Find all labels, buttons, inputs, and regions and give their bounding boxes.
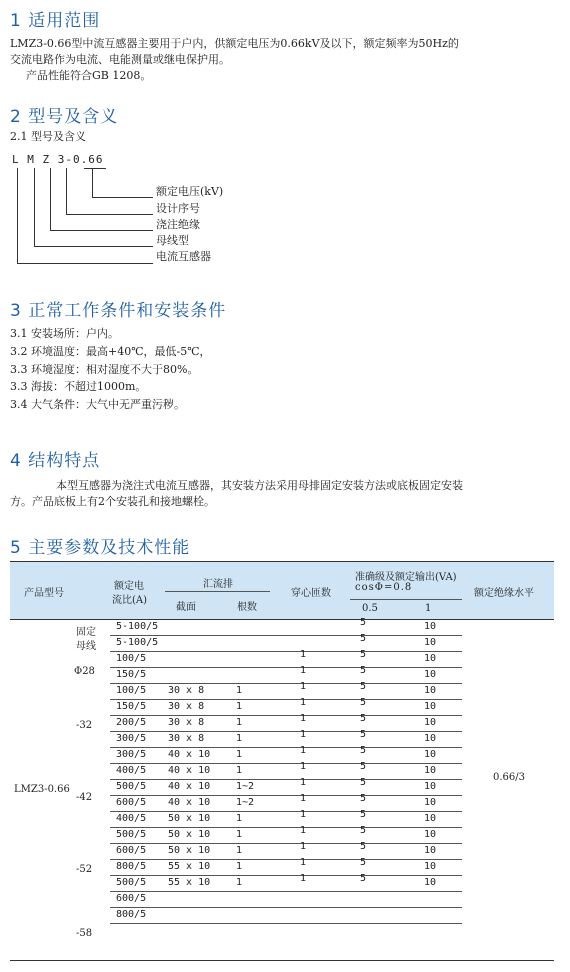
table-cell-a: 5 [360, 665, 367, 676]
table-cell-a: 5 [360, 633, 367, 644]
table-cell-ratio: 400/5 [116, 765, 147, 776]
group-label: 母线 [76, 641, 96, 652]
table-row-line [110, 651, 462, 652]
label-design-serial: 设计序号 [156, 202, 200, 215]
table-cell-cnt: 1~2 [236, 797, 255, 808]
table-row-line [110, 715, 462, 716]
header-busbar: 汇流排 [203, 579, 233, 590]
table-row-line [110, 731, 462, 732]
table-cell-b: 10 [424, 861, 437, 872]
table-cell-ratio: 5-100/5 [116, 621, 159, 632]
table-cell-sec: 30 x 8 [168, 701, 205, 712]
table-cell-a: 5 [360, 857, 367, 868]
table-cell-ratio: 800/5 [116, 909, 147, 920]
table-cell-cnt: 1 [236, 829, 243, 840]
table-cell-b: 10 [424, 797, 437, 808]
table-cell-b: 10 [424, 653, 437, 664]
condition-item: 3.3 环境湿度：相对湿度不大于80%。 [10, 363, 199, 376]
header-ratio-line2: 流比(A) [112, 595, 148, 606]
table-cell-a: 5 [360, 825, 367, 836]
table-cell-ratio: 300/5 [116, 749, 147, 760]
table-cell-b: 10 [424, 765, 437, 776]
group-label: -42 [76, 792, 93, 803]
table-cell-ratio: 150/5 [116, 701, 147, 712]
table-row-line [110, 811, 462, 812]
table-row-line [110, 923, 462, 924]
table-cell-b: 10 [424, 877, 437, 888]
table-cell-a: 5 [360, 841, 367, 852]
table-cell-cnt: 1 [236, 845, 243, 856]
label-cast-insulation: 浇注绝缘 [156, 218, 200, 231]
table-cell-ratio: 600/5 [116, 845, 147, 856]
table-cell-ratio: 500/5 [116, 877, 147, 888]
table-cell-turns: 1 [300, 873, 307, 884]
table-cell-a: 5 [360, 745, 367, 756]
table-cell-ratio: 800/5 [116, 861, 147, 872]
table-cell-b: 10 [424, 669, 437, 680]
table-cell-a: 5 [360, 649, 367, 660]
insulation-cell: 0.66/3 [493, 772, 525, 783]
table-cell-b: 10 [424, 717, 437, 728]
table-cell-turns: 1 [300, 681, 307, 692]
table-cell-turns: 1 [300, 745, 307, 756]
table-cell-ratio: 600/5 [116, 893, 147, 904]
section-2-title: 2 型号及含义 [10, 107, 119, 127]
table-cell-b: 10 [424, 701, 437, 712]
table-cell-sec: 50 x 10 [168, 829, 211, 840]
table-cell-a: 5 [360, 713, 367, 724]
table-cell-cnt: 1 [236, 733, 243, 744]
table-cell-a: 5 [360, 617, 367, 628]
table-row-line [110, 699, 462, 700]
label-current-transformer: 电流互感器 [156, 250, 211, 263]
table-cell-a: 5 [360, 681, 367, 692]
section-4-title: 4 结构特点 [10, 451, 101, 471]
section-2-subtitle: 2.1 型号及含义 [10, 130, 86, 143]
table-cell-cnt: 1 [236, 717, 243, 728]
model-cell: LMZ3-0.66 [14, 784, 70, 795]
table-cell-ratio: 150/5 [116, 669, 147, 680]
table-row-line [110, 907, 462, 908]
table-cell-cnt: 1 [236, 861, 243, 872]
table-cell-b: 10 [424, 621, 437, 632]
table-cell-b: 10 [424, 813, 437, 824]
group-label: -58 [76, 928, 93, 939]
table-cell-turns: 1 [300, 825, 307, 836]
table-cell-sec: 40 x 10 [168, 797, 211, 808]
table-cell-cnt: 1 [236, 813, 243, 824]
section-1-para-line1: LMZ3-0.66型中流互感器主要用于户内，供额定电压为0.66kV及以下，额定频率为50Hz的 [10, 37, 459, 50]
table-cell-b: 10 [424, 845, 437, 856]
table-cell-b: 10 [424, 829, 437, 840]
table-cell-b: 10 [424, 781, 437, 792]
table-row-line [110, 667, 462, 668]
table-cell-sec: 55 x 10 [168, 877, 211, 888]
table-cell-b: 10 [424, 749, 437, 760]
table-cell-ratio: 300/5 [116, 733, 147, 744]
condition-item: 3.1 安装场所：户内。 [10, 327, 119, 340]
condition-item: 3.2 环境温度：最高+40℃，最低-5℃， [10, 345, 211, 358]
table-cell-turns: 1 [300, 649, 307, 660]
table-cell-turns: 1 [300, 713, 307, 724]
table-row-line [110, 827, 462, 828]
group-label: -32 [76, 720, 93, 731]
table-cell-sec: 30 x 8 [168, 685, 205, 696]
group-label: Φ28 [74, 666, 95, 677]
table-row-line [110, 891, 462, 892]
table-cell-turns: 1 [300, 857, 307, 868]
table-cell-ratio: 500/5 [116, 829, 147, 840]
table-cell-sec: 30 x 8 [168, 717, 205, 728]
table-cell-sec: 40 x 10 [168, 765, 211, 776]
table-cell-ratio: 500/5 [116, 781, 147, 792]
table-cell-turns: 1 [300, 809, 307, 820]
table-cell-b: 10 [424, 685, 437, 696]
table-cell-sec: 55 x 10 [168, 861, 211, 872]
table-cell-cnt: 1 [236, 685, 243, 696]
table-cell-ratio: 5-100/5 [116, 637, 159, 648]
table-header-bg [10, 561, 554, 619]
table-cell-a: 5 [360, 697, 367, 708]
section-4-para-line1: 本型互感器为浇注式电流互感器，其安装方法采用母排固定安装方法或底板固定安装 [56, 479, 463, 492]
table-cell-a: 5 [360, 729, 367, 740]
condition-item: 3.4 大气条件：大气中无严重污秽。 [10, 398, 185, 411]
table-cell-cnt: 1 [236, 877, 243, 888]
table-cell-sec: 30 x 8 [168, 733, 205, 744]
section-1-title: 1 适用范围 [10, 11, 101, 31]
table-cell-a: 5 [360, 777, 367, 788]
table-cell-turns: 1 [300, 729, 307, 740]
table-row-line [110, 683, 462, 684]
table-cell-ratio: 100/5 [116, 653, 147, 664]
section-3-title: 3 正常工作条件和安装条件 [10, 301, 227, 321]
table-cell-a: 5 [360, 761, 367, 772]
table-cell-turns: 1 [300, 777, 307, 788]
table-cell-turns: 1 [300, 697, 307, 708]
table-row-line [110, 795, 462, 796]
condition-item: 3.3 海拔：不超过1000m。 [10, 380, 147, 393]
table-cell-b: 10 [424, 637, 437, 648]
table-cell-ratio: 400/5 [116, 813, 147, 824]
table-cell-a: 5 [360, 873, 367, 884]
header-ratio-line1: 额定电 [114, 581, 144, 592]
model-code: L M Z 3-0.66 [12, 153, 104, 166]
header-model: 产品型号 [24, 588, 64, 599]
header-section: 截面 [176, 602, 196, 613]
table-cell-sec: 50 x 10 [168, 845, 211, 856]
header-cosphi: cosΦ=0.8 [355, 582, 413, 593]
section-1-para-line3: 产品性能符合GB 1208。 [26, 69, 152, 82]
header-accuracy: 准确级及额定输出(VA) [355, 572, 457, 583]
table-row-line [110, 779, 462, 780]
section-5-title: 5 主要参数及技术性能 [10, 538, 191, 558]
header-insulation: 额定绝缘水平 [474, 588, 534, 599]
section-4-para-line2: 方。产品底板上有2个安装孔和接地螺栓。 [10, 495, 215, 508]
group-label: 固定 [76, 627, 96, 638]
table-row-line [110, 859, 462, 860]
table-cell-a: 5 [360, 809, 367, 820]
table-cell-turns: 1 [300, 793, 307, 804]
table-cell-sec: 40 x 10 [168, 749, 211, 760]
header-class-1: 1 [425, 603, 432, 614]
table-row-line [110, 747, 462, 748]
table-cell-b: 10 [424, 733, 437, 744]
table-cell-ratio: 200/5 [116, 717, 147, 728]
header-turns: 穿心匝数 [291, 588, 331, 599]
table-row-line [110, 763, 462, 764]
table-cell-cnt: 1 [236, 765, 243, 776]
table-cell-sec: 40 x 10 [168, 781, 211, 792]
group-label: -52 [76, 864, 93, 875]
table-cell-turns: 1 [300, 665, 307, 676]
header-class-05: 0.5 [362, 603, 378, 614]
table-cell-a: 5 [360, 793, 367, 804]
label-busbar-type: 母线型 [156, 234, 189, 247]
header-count: 根数 [237, 602, 257, 613]
table-cell-ratio: 600/5 [116, 797, 147, 808]
section-1-para-line2: 交流电路作为电流、电能测量或继电保护用。 [10, 53, 230, 66]
label-rated-voltage: 额定电压(kV) [156, 185, 224, 198]
table-cell-sec: 50 x 10 [168, 813, 211, 824]
table-cell-cnt: 1~2 [236, 781, 255, 792]
table-cell-cnt: 1 [236, 749, 243, 760]
table-row-line [110, 635, 462, 636]
table-cell-cnt: 1 [236, 701, 243, 712]
table-cell-ratio: 100/5 [116, 685, 147, 696]
table-row-line [110, 875, 462, 876]
table-cell-turns: 1 [300, 841, 307, 852]
table-cell-turns: 1 [300, 761, 307, 772]
table-row-line [110, 843, 462, 844]
